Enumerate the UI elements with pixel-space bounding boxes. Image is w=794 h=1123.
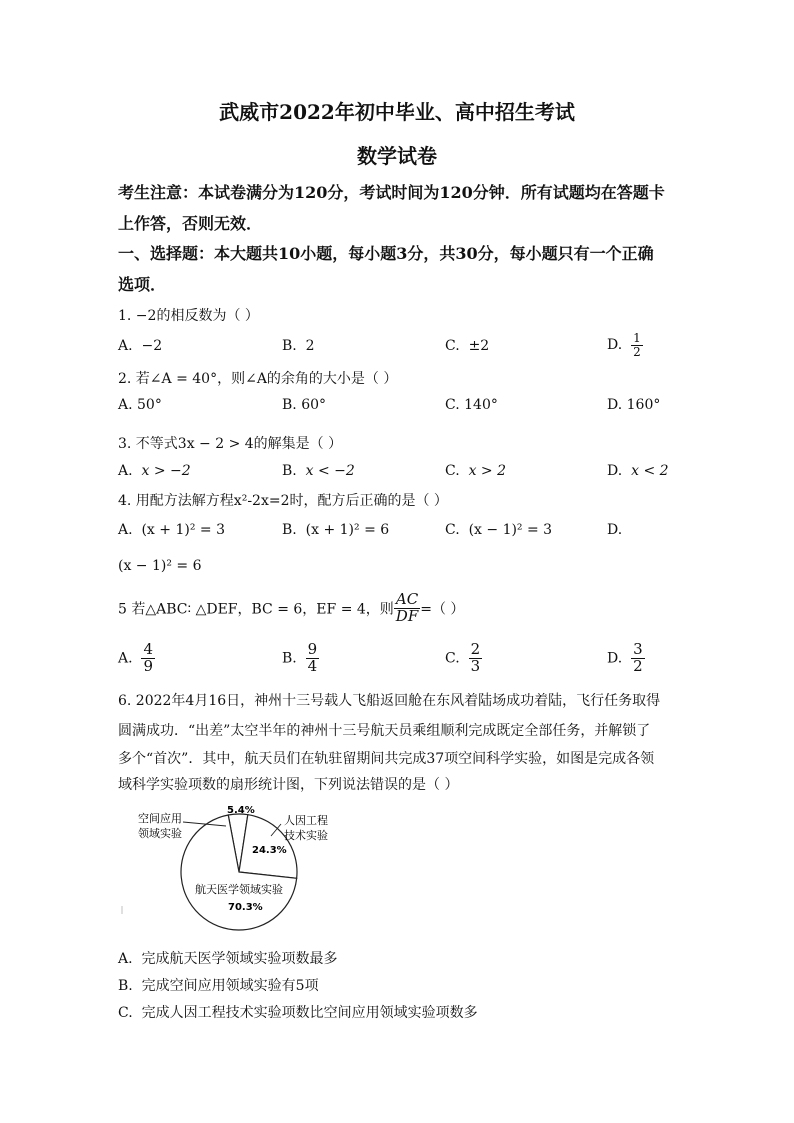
- option-label: C.: [445, 463, 460, 479]
- option-text: 50°: [137, 397, 162, 413]
- numerator: 2: [470, 640, 481, 658]
- notice-line-1: 考生注意：本试卷满分为120分，考试时间为120分钟．所有试题均在答题卡: [118, 183, 665, 202]
- notice-line-2: 上作答，否则无效．: [118, 214, 263, 233]
- label-space-application-line-2: 领域实验: [138, 827, 182, 840]
- question-6-stem-line-3: 多个“首次”．其中，航天员们在轨驻留期间共完成37项空间科学实验，如图是完成各领: [118, 751, 655, 767]
- option-text: 完成人因工程技术实验项数比空间应用领域实验项数多: [141, 1005, 478, 1021]
- option-label: B.: [118, 978, 133, 994]
- numerator: 1: [633, 331, 641, 345]
- fraction: [306, 642, 320, 675]
- option-text: 2: [305, 338, 315, 354]
- q6-option-c: [118, 1002, 478, 1022]
- q4-option-c: [445, 522, 552, 538]
- label-space-application-line-1: 空间应用: [138, 812, 182, 825]
- option-text: (x + 1)² = 3: [141, 522, 225, 538]
- option-label: D.: [607, 463, 623, 479]
- denominator: 4: [307, 656, 318, 675]
- q4-option-a: [118, 522, 225, 538]
- option-label: C.: [445, 397, 460, 413]
- option-text: x > −2: [141, 463, 191, 479]
- option-label: A.: [118, 522, 133, 538]
- option-text: 140°: [464, 397, 498, 413]
- numerator: 4: [143, 640, 154, 658]
- q4-option-d-text: (x − 1)² = 6: [118, 558, 202, 574]
- option-label: A.: [118, 463, 133, 479]
- denominator: 9: [143, 656, 154, 675]
- numerator: AC: [395, 590, 419, 608]
- q5-option-d: [607, 642, 645, 675]
- q4-option-b: [282, 522, 389, 538]
- option-label: A.: [118, 397, 133, 413]
- option-label: B.: [282, 650, 297, 667]
- q1-option-c: [445, 338, 489, 354]
- label-human-factors-line-1: 人因工程: [284, 814, 328, 827]
- denominator: 2: [633, 656, 643, 675]
- option-text: (x − 1)² = 3: [468, 522, 553, 538]
- option-text: −2: [141, 338, 163, 354]
- numerator: 9: [307, 640, 318, 658]
- stem-text: 5 若△ABC∶ △DEF，BC = 6，EF = 4，则: [118, 601, 394, 618]
- question-6-stem-line-2: 圆满成功．“出差”太空半年的神州十三号航天员乘组顺利完成既定全部任务，并解锁了: [118, 723, 651, 739]
- slice-label-human-factors: 24.3%: [252, 845, 287, 856]
- option-label: C.: [445, 338, 460, 354]
- option-text: x < 2: [631, 463, 669, 479]
- q5-option-c: [445, 642, 482, 675]
- page-title: 武威市2022年初中毕业、高中招生考试: [219, 100, 575, 124]
- q2-option-d: [607, 397, 660, 413]
- label-aerospace-medicine: 航天医学领域实验: [195, 883, 283, 896]
- section-line-1: 一、选择题：本大题共10小题，每小题3分，共30分，每小题只有一个正确: [118, 244, 654, 263]
- q5-option-a: [118, 642, 155, 675]
- option-label: A.: [118, 650, 133, 667]
- option-text: 60°: [301, 397, 327, 413]
- denominator: 3: [470, 656, 481, 675]
- option-label: D.: [607, 397, 623, 413]
- fraction: [631, 332, 643, 358]
- option-label: D.: [607, 650, 623, 667]
- q3-option-b: [282, 463, 355, 479]
- question-1-stem: 1. −2的相反数为（ ）: [118, 308, 259, 324]
- fraction: [141, 642, 155, 675]
- fraction: [631, 642, 645, 675]
- q2-option-a: [118, 397, 162, 413]
- q1-option-d: [607, 332, 643, 358]
- option-label: B.: [282, 463, 297, 479]
- q3-option-d: [607, 463, 669, 479]
- option-label: C.: [445, 522, 460, 538]
- q1-option-a: [118, 338, 162, 354]
- question-6-stem-line-4: 域科学实验项数的扇形统计图，下列说法错误的是（ ）: [118, 777, 459, 793]
- section-line-2: 选项．: [118, 275, 167, 294]
- q2-option-b: [282, 397, 326, 413]
- denominator: 2: [633, 344, 641, 359]
- option-text: 完成空间应用领域实验有5项: [141, 978, 319, 994]
- pie-chart: [120, 796, 380, 936]
- q1-option-b: [282, 338, 315, 354]
- stem-text: =（ ）: [420, 601, 465, 618]
- slice-label-space-application: 5.4%: [227, 805, 255, 816]
- option-label: D.: [607, 337, 623, 354]
- q6-option-b: [118, 975, 319, 995]
- option-label: B.: [282, 522, 297, 538]
- q3-option-a: [118, 463, 191, 479]
- option-label: B.: [282, 338, 297, 354]
- option-text: 160°: [626, 397, 661, 413]
- fraction: [469, 642, 483, 675]
- option-label: C.: [445, 650, 460, 667]
- fraction: [394, 592, 420, 625]
- denominator: DF: [395, 606, 419, 625]
- q3-option-c: [445, 463, 506, 479]
- option-label: B.: [282, 397, 297, 413]
- option-label: A.: [118, 338, 133, 354]
- label-human-factors-line-2: 技术实验: [284, 829, 328, 842]
- slice-label-aerospace-medicine: 70.3%: [228, 902, 263, 913]
- option-text: x < −2: [305, 463, 355, 479]
- question-2-stem: 2. 若∠A = 40°，则∠A的余角的大小是（ ）: [118, 371, 398, 387]
- option-text: ±2: [468, 338, 490, 354]
- option-text: (x + 1)² = 6: [305, 522, 390, 538]
- numerator: 3: [633, 640, 643, 658]
- q6-option-a: [118, 948, 337, 968]
- q2-option-c: [445, 397, 498, 413]
- option-text: 完成航天医学领域实验项数最多: [141, 951, 338, 967]
- q4-option-d-label: D.: [607, 522, 623, 538]
- question-6-stem-line-1: 6. 2022年4月16日，神州十三号载人飞船返回舱在东风着陆场成功着陆，飞行任务取得: [118, 693, 661, 709]
- option-label: A.: [118, 951, 133, 967]
- option-text: x > 2: [468, 463, 507, 479]
- question-4-stem: 4. 用配方法解方程x²-2x=2时，配方后正确的是（ ）: [118, 493, 448, 509]
- page-subtitle: 数学试卷: [357, 144, 437, 168]
- option-label: C.: [118, 1005, 133, 1021]
- q5-option-b: [282, 642, 319, 675]
- question-3-stem: 3. 不等式3x − 2 > 4的解集是（ ）: [118, 436, 343, 452]
- question-5-stem: [118, 592, 464, 625]
